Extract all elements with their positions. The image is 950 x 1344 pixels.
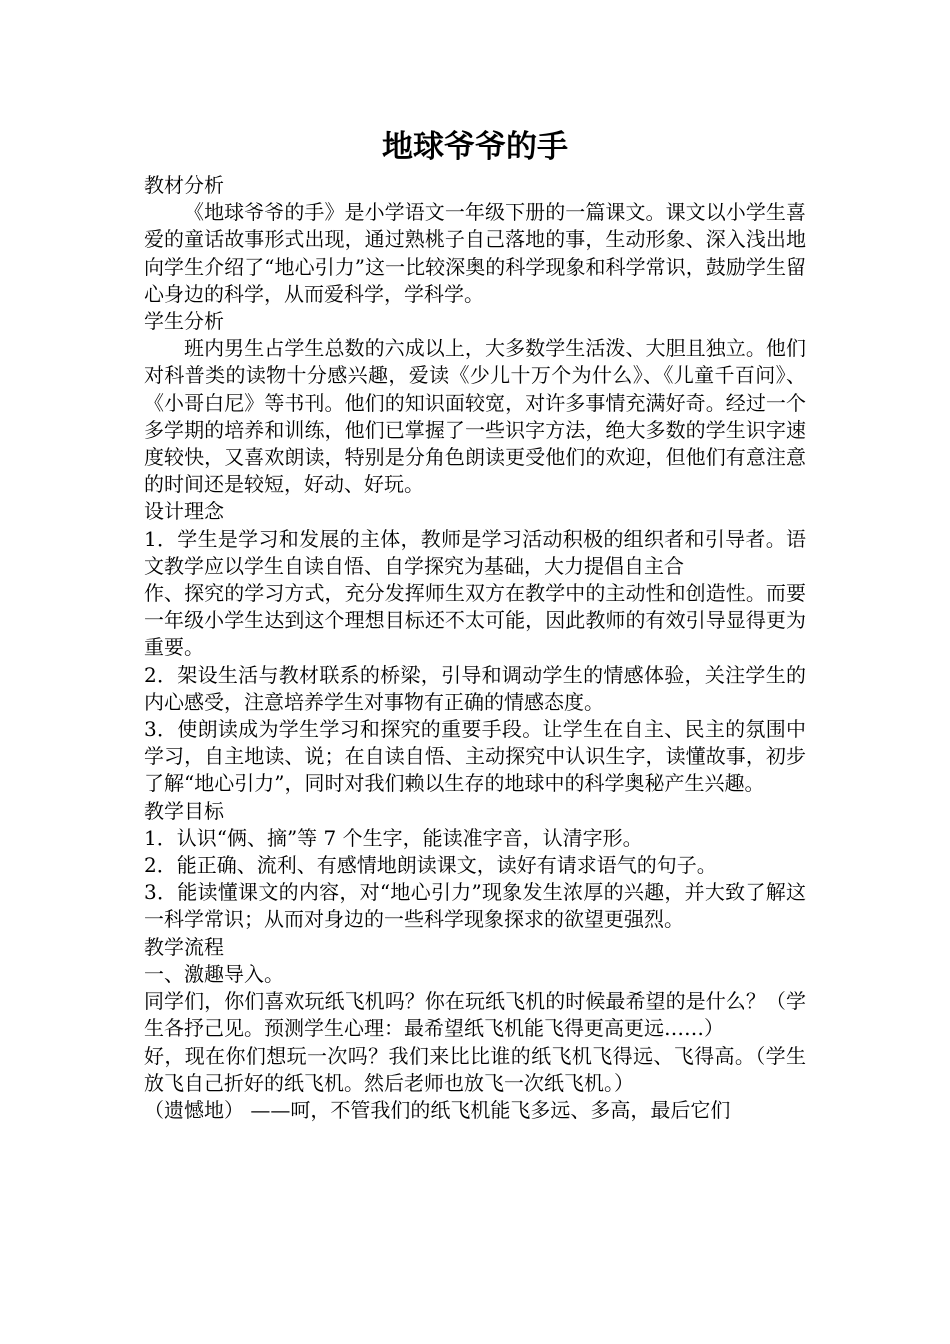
section-design-concept: [144, 498, 806, 797]
section-heading: 设计理念: [144, 499, 224, 524]
document-title: 地球爷爷的手: [382, 129, 568, 165]
paragraph: 《地球爷爷的手》是小学语文一年级下册的一篇课文。课文以小学生喜爱的童话故事形式出现，通过熟桃子自己落地的事，生动形象、深入浅出地向学生介绍了“地心引力”这一比较深奥的科学现象和科学常识，鼓励学生留心身边的科学，从而爱科学，学科学。: [144, 200, 806, 306]
paragraph: 2．能正确、流利、有感情地朗读课文，读好有请求语气的句子。: [144, 853, 717, 878]
paragraph: 班内男生占学生总数的六成以上，大多数学生活泼、大胆且独立。他们对科普类的读物十分感兴趣，爱读《少儿十万个为什么》、《儿童千百问》、《小哥白尼》等书刊。他们的知识面较宽，对许多事情充满好奇。经过一个多学期的培养和训练，他们已掌握了一些识字方法，绝大多数的学生识字速度较快，又喜欢朗读，特别是分角色朗读更受他们的欢迎，但他们有意注意的时间还是较短，好动、好玩。: [144, 336, 806, 497]
section-heading: 教材分析: [144, 173, 224, 197]
section-teaching-process: [144, 934, 806, 1124]
paragraph: 1．学生是学习和发展的主体，教师是学习活动积极的组织者和引导者。语文教学应以学生自读自悟、自学探究为基础，大力提倡自主合: [144, 526, 806, 578]
section-heading: 教学流程: [144, 934, 224, 959]
paragraph: 好，现在你们想玩一次吗？我们来比比谁的纸飞机飞得远、飞得高。（学生放飞自己折好的纸飞机。然后老师也放飞一次纸飞机。）: [144, 1043, 806, 1095]
paragraph: （遗憾地） ——呵，不管我们的纸飞机能飞多远、多高，最后它们: [144, 1097, 731, 1122]
paragraph: 同学们，你们喜欢玩纸飞机吗？你在玩纸飞机的时候最希望的是什么？（学生各抒己见。预测学生心理：最希望纸飞机能飞得更高更远……）: [144, 989, 806, 1041]
paragraph: 一、激趣导入。: [144, 961, 284, 986]
section-heading: 教学目标: [144, 798, 224, 823]
section-heading: 学生分析: [144, 309, 224, 334]
paragraph: 2．架设生活与教材联系的桥梁，引导和调动学生的情感体验，关注学生的内心感受，注意培养学生对事物有正确的情感态度。: [144, 662, 806, 714]
section-teaching-goals: [144, 798, 806, 934]
paragraph: 作、探究的学习方式，充分发挥师生双方在教学中的主动性和创造性。而要一年级小学生达到这个理想目标还不太可能，因此教师的有效引导显得更为重要。: [144, 581, 806, 660]
paragraph: 1．认识“俩、摘”等 7 个生字，能读准字音，认清字形。: [144, 825, 643, 850]
document-page: [144, 122, 806, 1124]
section-student-analysis: [144, 308, 806, 498]
section-textbook-analysis: [144, 172, 806, 308]
paragraph: 3．能读懂课文的内容，对“地心引力”现象发生浓厚的兴趣，并大致了解这一科学常识；从而对身边的一些科学现象探求的欲望更强烈。: [144, 880, 806, 932]
paragraph: 3．使朗读成为学生学习和探究的重要手段。让学生在自主、民主的氛围中学习，自主地读、说；在自读自悟、主动探究中认识生字，读懂故事，初步了解“地心引力”，同时对我们赖以生存的地球中的科学奥秘产生兴趣。: [144, 717, 806, 796]
